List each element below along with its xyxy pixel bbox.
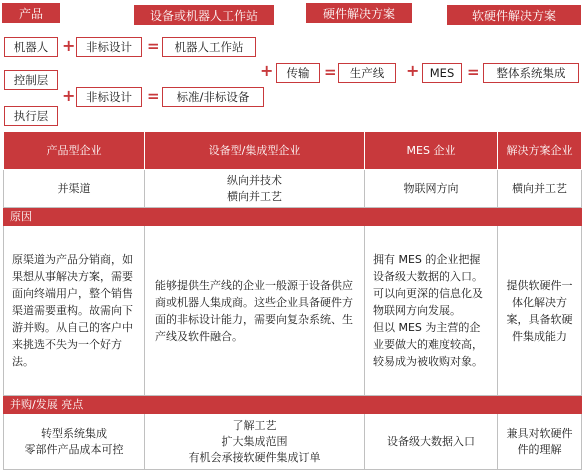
table-cell: 纵向并技术 横向并工艺 [145,170,365,208]
table-cell: 原渠道为产品分销商，如果想从事解决方案，需要面向终端用户，整个销售渠道需要重构。故需向下游并购。从自己的客户中来挑选不失为一个好方法。 [4,226,145,396]
col-header-equipment-company: 设备型/集成型企业 [145,132,365,170]
col-header-solution-company: 解决方案企业 [498,132,582,170]
table-row [4,226,582,396]
mes-reason-text-b: 但以 MES 为主营的企业要做大的难度较高，较易成为被收购对象。 [373,321,483,368]
header-product: 产品 [2,3,60,23]
mes-reason-text-a: 拥有 MES 的企业把握设备级大数据的入口。可以向更深的信息化及物联网方向发展。 [373,253,483,317]
table-cell: 设备级大数据入口 [365,414,498,470]
header-software: 软硬件解决方案 [447,5,581,25]
execution-layer-box: 执行层 [4,106,58,126]
nonstd-design-box-1: 非标设计 [76,37,142,57]
robot-workstation-box: 机器人工作站 [162,37,256,57]
mes-box: MES [422,63,462,83]
table-cell: 提供软硬件一体化解决方案，具备软硬件集成能力 [498,226,582,396]
table-cell: 兼具对软硬件 件的理解 [498,414,582,470]
production-line-box: 生产线 [338,63,396,83]
table-row [4,170,582,208]
table-cell: 了解工艺 扩大集成范围 有机会承接软硬件集成订单 [145,414,365,470]
std-equipment-box: 标准/非标设备 [162,87,264,107]
section-row-reason [4,208,582,226]
integration-box: 整体系统集成 [483,63,579,83]
table-row [4,414,582,470]
table-cell: 物联网方向 [365,170,498,208]
table-header-row [4,132,582,170]
plus-sign: + [62,36,76,55]
header-hardware: 硬件解决方案 [306,3,412,23]
header-workstation: 设备或机器人工作站 [134,5,274,25]
col-header-product-company: 产品型企业 [4,132,145,170]
plus-sign: + [62,86,76,105]
robot-box: 机器人 [4,37,58,57]
nonstd-design-box-2: 非标设计 [76,87,142,107]
section-label-highlight: 并购/发展 亮点 [4,396,582,414]
equals-sign: = [467,63,480,81]
table-cell [365,226,498,396]
control-layer-box: 控制层 [4,70,58,90]
table-cell: 并渠道 [4,170,145,208]
section-row-highlight [4,396,582,414]
transmission-box: 传输 [276,63,320,83]
col-header-mes-company: MES 企业 [365,132,498,170]
equals-sign: = [147,37,160,55]
plus-sign: + [260,61,274,80]
section-label-reason: 原因 [4,208,582,226]
plus-sign: + [406,61,420,80]
comparison-table [3,131,582,470]
equals-sign: = [324,63,337,81]
table-cell: 能够提供生产线的企业一般源于设备供应商或机器人集成商。这些企业具备硬件方面的非标设计能力，需要向复杂系统、生产线及软件融合。 [145,226,365,396]
equals-sign: = [147,87,160,105]
table-cell: 转型系统集成 零部件产品成本可控 [4,414,145,470]
table-cell: 横向并工艺 [498,170,582,208]
